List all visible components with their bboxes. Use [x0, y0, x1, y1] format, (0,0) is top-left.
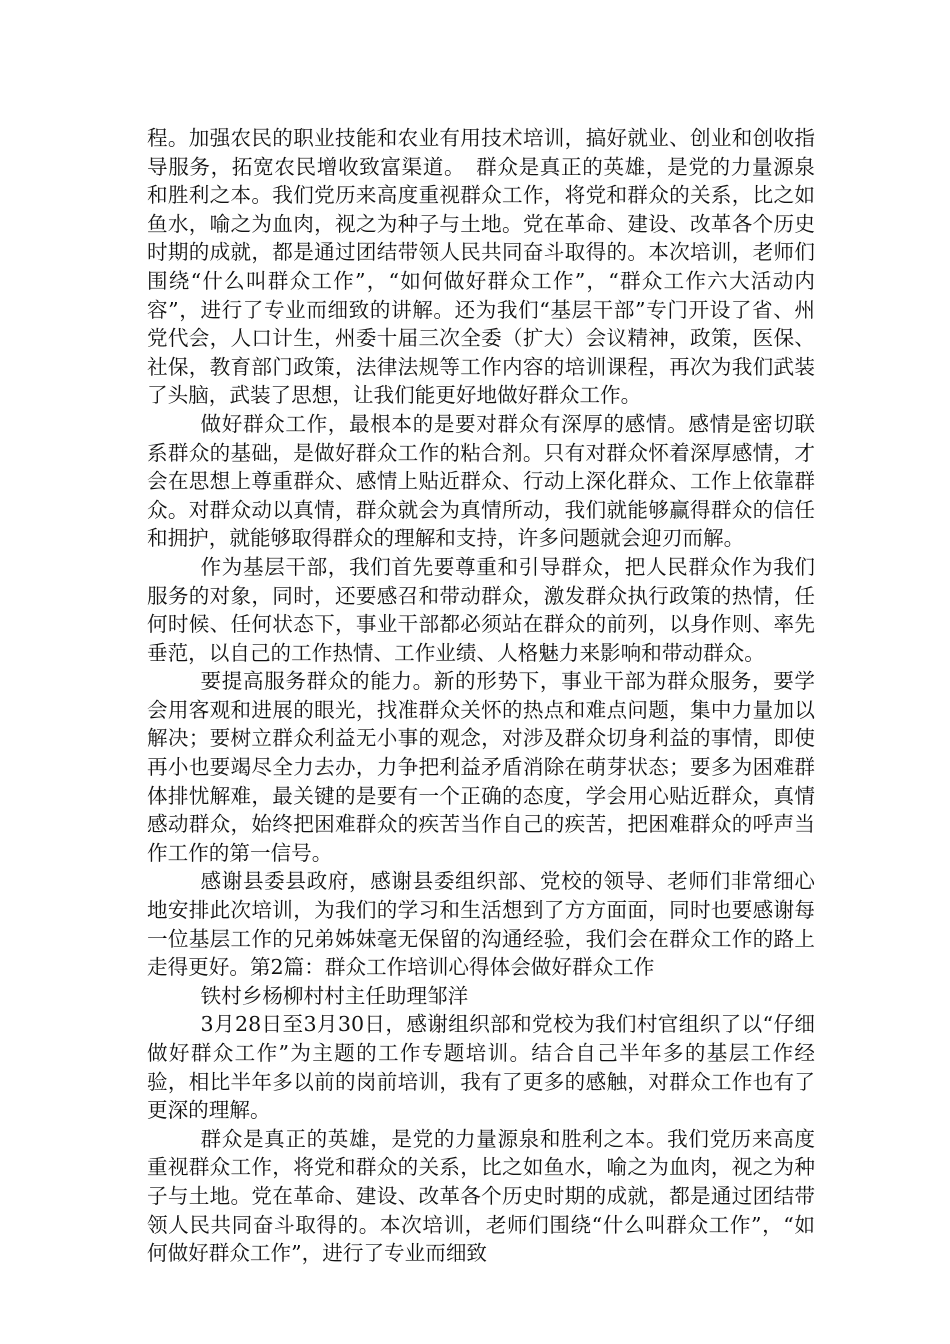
paragraph-training-dates: 3月28日至3月30日，感谢组织部和党校为我们村官组织了以“仔细做好群众工作”为主题的工作专题培训。结合自己半年多的基层工作经验，相比半年多以前的岗前培训，我有了更多的感触，对群众工作也有了更深的理解。 [147, 1012, 815, 1123]
paragraph-deep-feelings: 做好群众工作，最根本的是要对群众有深厚的感情。感情是密切联系群众的基础，是做好群众工作的粘合剂。只有对群众怀着深厚感情，才会在思想上尊重群众、感情上贴近群众、行动上深化群众、工作上依靠群众。对群众动以真情，群众就会为真情所动，我们就能够赢得群众的信任和拥护，就能够取得群众的理解和支持，许多问题就会迎刃而解。 [147, 411, 815, 551]
paragraph-continuation: 程。加强农民的职业技能和农业有用技术培训，搞好就业、创业和创收指导服务，拓宽农民增收致富渠道。 群众是真正的英雄，是党的力量源泉和胜利之本。我们党历来高度重视群众工作，将党和群众的关系，比之如鱼水，喻之为血肉，视之为种子与土地。党在革命、建设、改革各个历史时期的成就，都是通过团结带领人民共同奋斗取得的。本次培训，老师们围绕“什么叫群众工作”，“如何做好群众工作”，“群众工作六大活动内容”，进行了专业而细致的讲解。还为我们“基层干部”专门开设了省、州党代会，人口计生，州委十届三次全委（扩大）会议精神，政策，医保、社保，教育部门政策，法律法规等工作内容的培训课程，再次为我们武装了头脑，武装了思想，让我们能更好地做好群众工作。 [147, 126, 815, 408]
document-body [147, 124, 815, 1268]
paragraph-grassroots-cadres: 作为基层干部，我们首先要尊重和引导群众，把人民群众作为我们服务的对象，同时，还要感召和带动群众，激发群众执行政策的热情，任何时候、任何状态下，事业干部都必须站在群众的前列，以身作则、率先垂范，以自己的工作热情、工作业绩、人格魅力来影响和带动群众。 [147, 554, 815, 665]
author-line: 铁村乡杨柳村村主任助理邹洋 [200, 983, 469, 1008]
paragraph-thanks: 感谢县委县政府，感谢县委组织部、党校的领导、老师们非常细心地安排此次培训，为我们的学习和生活想到了方方面面，同时也要感谢每一位基层工作的兄弟姊妹毫无保留的沟通经验，我们会在群众工作的路上走得更好。第2篇：群众工作培训心得体会做好群众工作 [147, 869, 815, 980]
paragraph-masses-heroes: 群众是真正的英雄，是党的力量源泉和胜利之本。我们党历来高度重视群众工作，将党和群众的关系，比之如鱼水，喻之为血肉，视之为种子与土地。党在革命、建设、改革各个历史时期的成就，都是通过团结带领人民共同奋斗取得的。本次培训，老师们围绕“什么叫群众工作”，“如何做好群众工作”，进行了专业而细致 [147, 1126, 815, 1266]
paragraph-service-ability: 要提高服务群众的能力。新的形势下，事业干部为群众服务，要学会用客观和进展的眼光，找准群众关怀的热点和难点问题，集中力量加以解决；要树立群众利益无小事的观念，对涉及群众切身利益的事情，即使再小也要竭尽全力去办，力争把利益矛盾消除在萌芽状态；要多为困难群体排忧解难，最关键的是要有一个正确的态度，学会用心贴近群众，真情感动群众，始终把困难群众的疾苦当作自己的疾苦，把困难群众的呼声当作工作的第一信号。 [147, 669, 815, 865]
